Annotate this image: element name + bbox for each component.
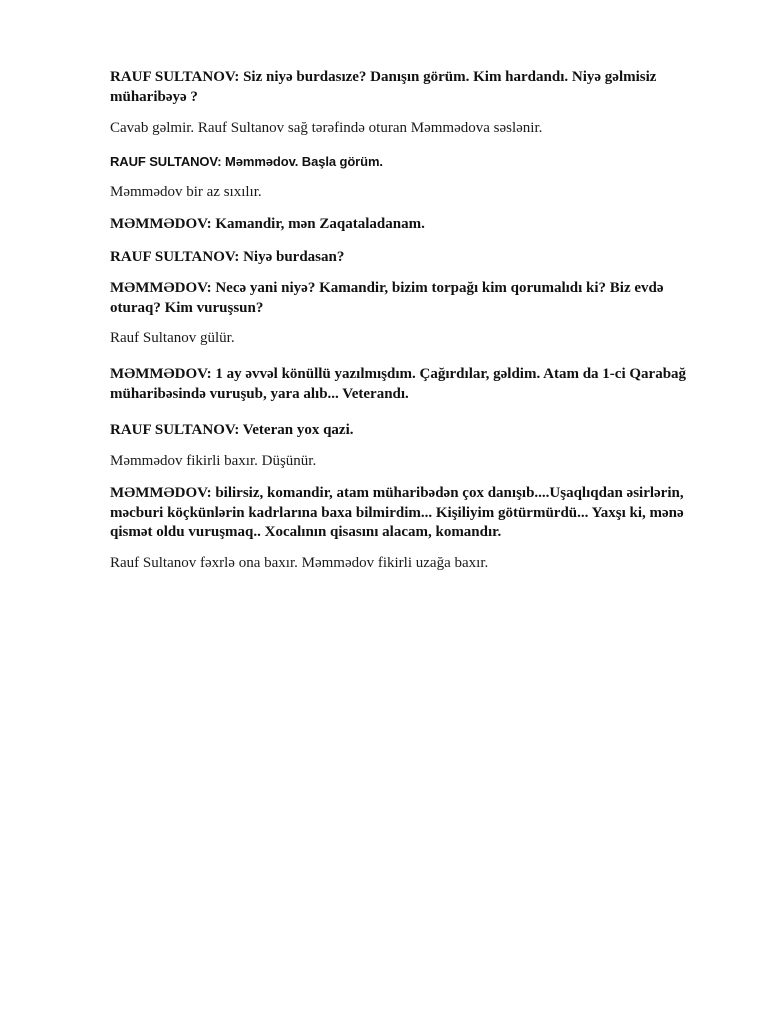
dialogue-line: RAUF SULTANOV: Məmmədov. Başla görüm. [110,154,383,169]
stage-direction: Cavab gəlmir. Rauf Sultanov sağ tərəfində oturan Məmmədova səslənir. [110,120,543,136]
dialogue-line: MƏMMƏDOV: 1 ay əvvəl könüllü yazılmışdım. Çağırdılar, gəldim. Atam da 1-ci Qarabağ müharibəsində vuruşub, yara alıb... Veterandı. [110,366,687,402]
stage-direction: Məmmədov fikirli baxır. Düşünür. [110,453,317,469]
dialogue-line: MƏMMƏDOV: bilirsiz, komandir, atam müharibədən çox danışıb....Uşaqlıqdan əsirlərin, məcburi köçkünlərin kadrlarına baxa bilmirdim... Kişiliyim götürmürdü... Yaxşı ki, mənə qismət oldu vuruşmaq.. Xocalının qisasını alacam, komandır. [110,485,684,540]
stage-direction: Məmmədov bir az sıxılır. [110,184,262,200]
dialogue-line: RAUF SULTANOV: Siz niyə burdasıze? Danışın görüm. Kim hardandı. Niyə gəlmisiz müharibəyə ? [110,69,657,105]
dialogue-line: RAUF SULTANOV: Veteran yox qazi. [110,422,354,438]
stage-direction: Rauf Sultanov gülür. [110,330,235,346]
stage-direction: Rauf Sultanov fəxrlə ona baxır. Məmmədov fikirli uzağa baxır. [110,555,489,571]
dialogue-line: MƏMMƏDOV: Kamandir, mən Zaqataladanam. [110,216,425,232]
dialogue-line: RAUF SULTANOV: Niyə burdasan? [110,249,345,265]
dialogue-line: MƏMMƏDOV: Necə yani niyə? Kamandir, bizim torpağı kim qorumalıdı ki? Biz evdə oturaq? Kim vuruşsun? [110,280,664,316]
